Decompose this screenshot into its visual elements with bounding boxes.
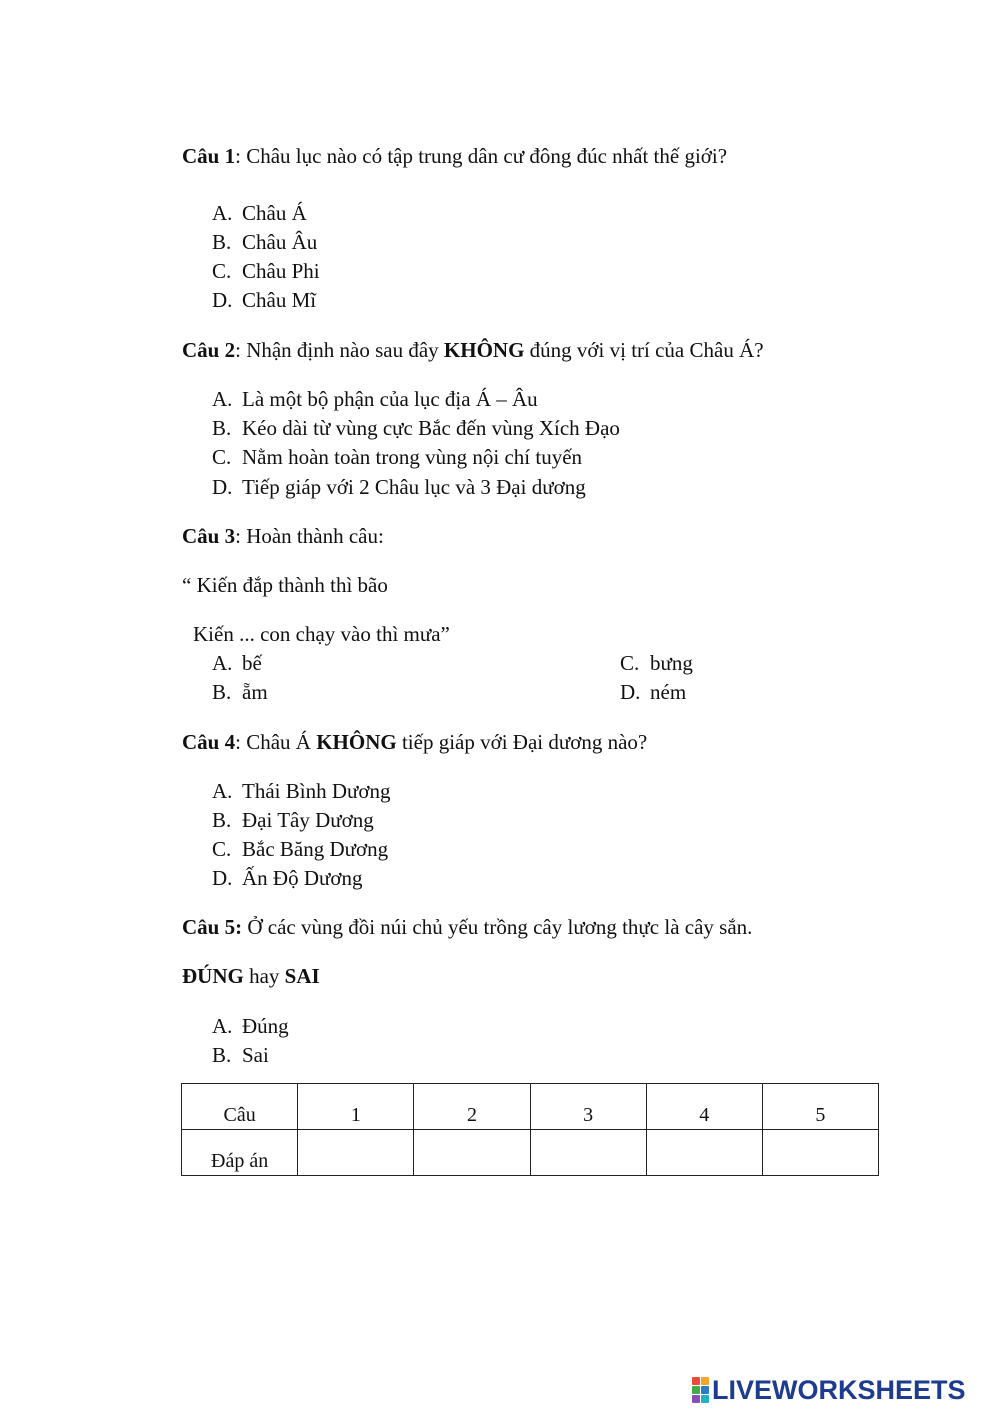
question-number: Câu 1: [182, 144, 236, 168]
option-text: Sai: [242, 1043, 269, 1067]
option-text: Đại Tây Dương: [242, 808, 374, 832]
answer-cell-5[interactable]: [762, 1130, 878, 1176]
question-number: Câu 2: [182, 338, 236, 362]
option-text: Châu Á: [242, 201, 307, 225]
option-text: Đúng: [242, 1014, 289, 1038]
question-emphasis: KHÔNG: [316, 730, 397, 754]
question-1: [182, 146, 727, 167]
option-text: Bắc Băng Dương: [242, 837, 389, 861]
option-text: Kéo dài từ vùng cực Bắc đến vùng Xích Đạo: [242, 416, 620, 440]
question-number: Câu 5:: [182, 915, 243, 939]
table-row: [182, 1130, 879, 1176]
question-number: Câu 3: [182, 524, 236, 548]
option-letter: A.: [212, 779, 233, 803]
logo-text: LIVEWORKSHEETS: [712, 1374, 966, 1405]
option-1d[interactable]: [212, 290, 316, 311]
option-text: Châu Mĩ: [242, 288, 317, 312]
option-letter: D.: [212, 866, 233, 890]
option-letter: A.: [212, 387, 233, 411]
option-letter: D.: [620, 680, 641, 704]
option-2c[interactable]: [212, 447, 582, 468]
question-2: [182, 340, 764, 361]
question-5: [182, 917, 752, 938]
option-2a[interactable]: [212, 389, 538, 410]
option-text: bưng: [650, 651, 693, 675]
option-letter: A.: [212, 201, 233, 225]
table-row: [182, 1084, 879, 1130]
option-1c[interactable]: [212, 261, 320, 282]
option-letter: A.: [212, 1014, 233, 1038]
table-header-cell: Câu: [182, 1084, 298, 1130]
option-2b[interactable]: [212, 418, 620, 439]
liveworksheets-logo: [692, 1374, 966, 1405]
option-letter: B.: [212, 230, 232, 254]
option-1a[interactable]: [212, 203, 307, 224]
question-3: [182, 526, 384, 547]
option-3c[interactable]: [620, 653, 693, 674]
question-text: tiếp giáp với Đại dương nào?: [396, 730, 648, 754]
proverb-line-1: “ Kiến đắp thành thì bão: [182, 573, 388, 597]
option-1b[interactable]: [212, 232, 317, 253]
option-4d[interactable]: [212, 868, 362, 889]
question-text: : Châu lục nào có tập trung dân cư đông đúc nhất thế giới?: [235, 144, 728, 168]
option-3a[interactable]: [212, 653, 262, 674]
question-text: đúng với vị trí của Châu Á?: [524, 338, 764, 362]
prompt-true: ĐÚNG: [182, 964, 244, 988]
option-text: bế: [242, 651, 262, 675]
logo-block: [692, 1377, 700, 1385]
option-3b[interactable]: [212, 682, 268, 703]
option-text: Nằm hoàn toàn trong vùng nội chí tuyến: [242, 445, 583, 469]
option-letter: D.: [212, 475, 233, 499]
logo-mark-icon: [692, 1377, 709, 1403]
logo-block: [692, 1386, 700, 1394]
table-header-cell: 1: [298, 1084, 414, 1130]
option-2d[interactable]: [212, 477, 586, 498]
table-header-cell: 3: [530, 1084, 646, 1130]
table-label-cell: Đáp án: [182, 1130, 298, 1176]
option-letter: C.: [620, 651, 640, 675]
option-text: Ấn Độ Dương: [242, 866, 363, 890]
option-4a[interactable]: [212, 781, 390, 802]
logo-block: [701, 1386, 709, 1394]
option-5a[interactable]: [212, 1016, 289, 1037]
proverb-line-2: Kiến ... con chạy vào thì mưa”: [193, 622, 450, 646]
answer-cell-3[interactable]: [530, 1130, 646, 1176]
table-header-cell: 4: [646, 1084, 762, 1130]
answer-cell-1[interactable]: [298, 1130, 414, 1176]
question-4: [182, 732, 647, 753]
option-text: Châu Âu: [242, 230, 318, 254]
option-letter: D.: [212, 288, 233, 312]
question-text: : Nhận định nào sau đây: [235, 338, 444, 362]
logo-block: [701, 1377, 709, 1385]
option-3d[interactable]: [620, 682, 686, 703]
answer-cell-2[interactable]: [414, 1130, 530, 1176]
option-letter: B.: [212, 680, 232, 704]
option-letter: A.: [212, 651, 233, 675]
option-text: Thái Bình Dương: [242, 779, 391, 803]
question-number: Câu 4: [182, 730, 236, 754]
prompt-false: SAI: [284, 964, 320, 988]
option-letter: C.: [212, 259, 232, 283]
option-text: Châu Phi: [242, 259, 320, 283]
option-letter: B.: [212, 1043, 232, 1067]
option-text: Là một bộ phận của lục địa Á – Âu: [242, 387, 538, 411]
answer-table: [181, 1083, 879, 1176]
logo-block: [701, 1395, 709, 1403]
option-letter: B.: [212, 416, 232, 440]
option-letter: B.: [212, 808, 232, 832]
answer-cell-4[interactable]: [646, 1130, 762, 1176]
option-text: ẵm: [242, 680, 268, 704]
option-letter: C.: [212, 837, 232, 861]
logo-block: [692, 1395, 700, 1403]
prompt-or: hay: [243, 964, 285, 988]
true-false-prompt: [182, 966, 320, 987]
question-text: : Hoàn thành câu:: [235, 524, 384, 548]
option-text: ném: [650, 680, 687, 704]
option-4c[interactable]: [212, 839, 388, 860]
question-text: : Châu Á: [235, 730, 317, 754]
option-text: Tiếp giáp với 2 Châu lục và 3 Đại dương: [242, 475, 586, 499]
table-header-cell: 5: [762, 1084, 878, 1130]
option-4b[interactable]: [212, 810, 374, 831]
option-5b[interactable]: [212, 1045, 269, 1066]
option-letter: C.: [212, 445, 232, 469]
table-header-cell: 2: [414, 1084, 530, 1130]
question-text: Ở các vùng đồi núi chủ yếu trồng cây lương thực là cây sắn.: [242, 915, 753, 939]
question-emphasis: KHÔNG: [443, 338, 525, 362]
